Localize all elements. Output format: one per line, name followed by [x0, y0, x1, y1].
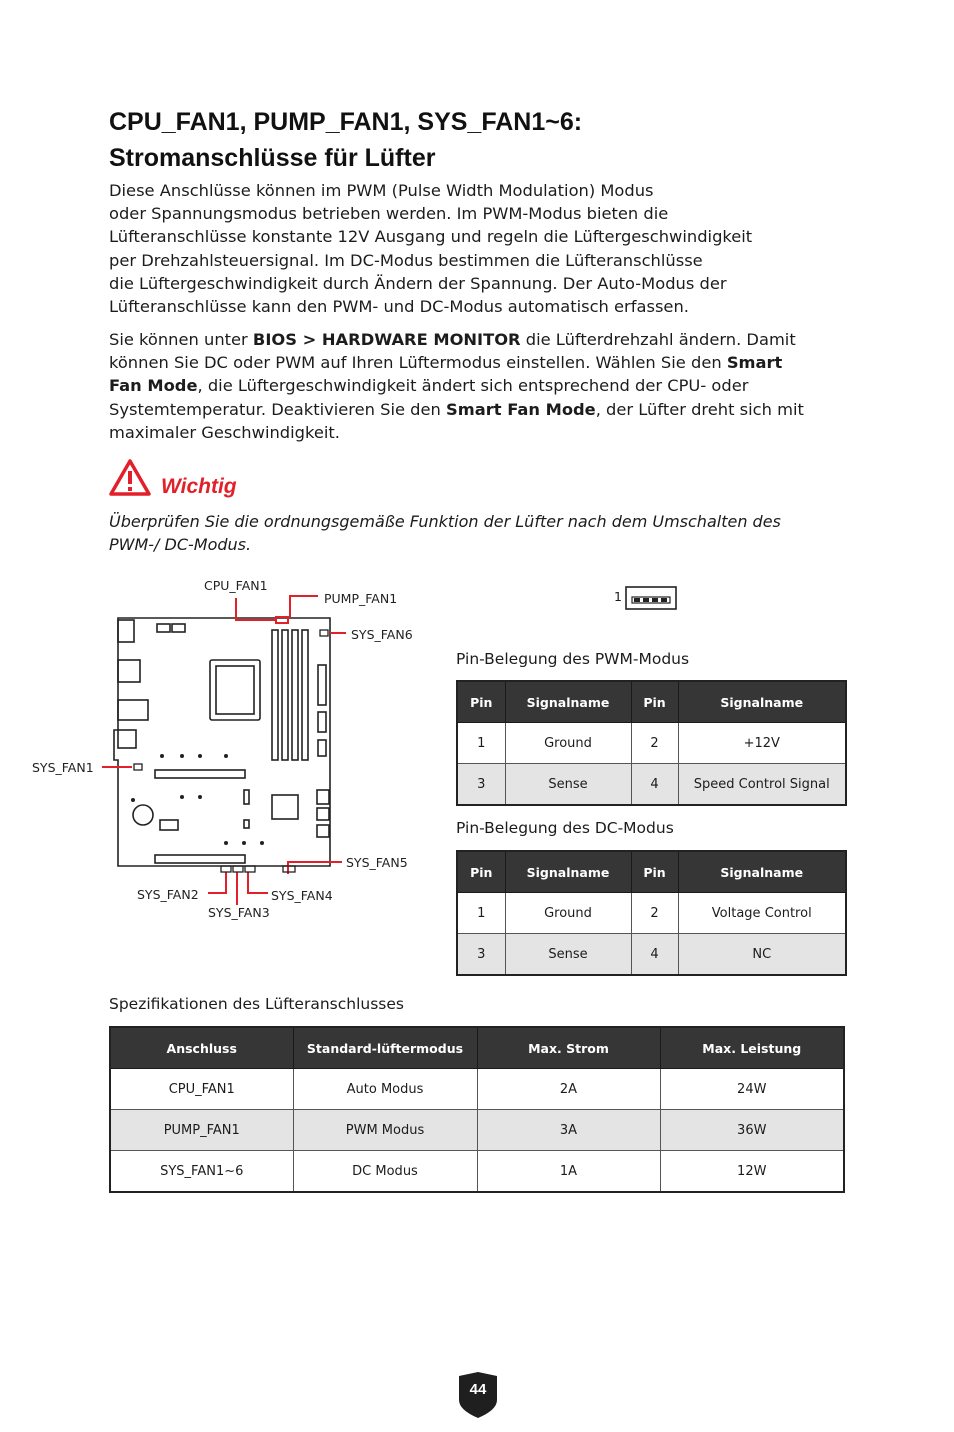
- table-cell: 24W: [660, 1069, 844, 1110]
- table-cell: Ground: [505, 893, 631, 934]
- table-cell: 12W: [660, 1151, 844, 1193]
- table-cell: 3: [457, 764, 505, 806]
- table-cell: 2: [631, 893, 678, 934]
- pwm-pin-table: [456, 680, 847, 806]
- table-cell: 4: [631, 934, 678, 976]
- table-cell: Sense: [505, 764, 631, 806]
- table-row: [110, 1110, 844, 1151]
- table-header: Signalname: [678, 681, 846, 723]
- table-header: Pin: [457, 851, 505, 893]
- dc-pin-table: [456, 850, 847, 976]
- table-header: Pin: [631, 681, 678, 723]
- table-cell: 1: [457, 893, 505, 934]
- warning-icon: [108, 458, 152, 498]
- table-row: [457, 764, 846, 806]
- dc-caption: Pin-Belegung des DC-Modus: [456, 819, 674, 837]
- table-cell: 36W: [660, 1110, 844, 1151]
- table-header: Pin: [457, 681, 505, 723]
- intro-line: Diese Anschlüsse können im PWM (Pulse Width Modulation) Modus: [109, 181, 654, 200]
- connector-pin1-label: 1: [614, 589, 622, 604]
- label-sys-fan1: SYS_FAN1: [32, 760, 94, 775]
- table-header: Signalname: [505, 681, 631, 723]
- table-cell: PUMP_FAN1: [110, 1110, 293, 1151]
- label-sys-fan2: SYS_FAN2: [137, 887, 199, 902]
- motherboard-diagram: [0, 560, 450, 940]
- table-cell: 2: [631, 723, 678, 764]
- table-cell: Auto Modus: [293, 1069, 477, 1110]
- intro-line: per Drehzahlsteuersignal. Im DC-Modus bestimmen die Lüfteranschlüsse: [109, 250, 703, 270]
- important-title: Wichtig: [161, 475, 237, 498]
- table-header: Pin: [631, 851, 678, 893]
- table-row: [110, 1151, 844, 1193]
- bios-line: Sie können unter BIOS > HARDWARE MONITOR die Lüfterdrehzahl ändern. Damit: [109, 330, 796, 349]
- bios-paragraph: [109, 328, 849, 444]
- label-sys-fan3: SYS_FAN3: [208, 905, 270, 920]
- fan-connector-icon: [612, 585, 682, 613]
- table-header: Signalname: [505, 851, 631, 893]
- table-cell: 2A: [477, 1069, 660, 1110]
- bios-line: maximaler Geschwindigkeit.: [109, 422, 340, 442]
- table-header-row: [457, 681, 846, 723]
- bios-path: BIOS > HARDWARE MONITOR: [252, 330, 521, 349]
- pwm-caption: Pin-Belegung des PWM-Modus: [456, 650, 690, 668]
- table-cell: SYS_FAN1~6: [110, 1151, 293, 1193]
- page-title: [109, 104, 869, 176]
- title-line-1: CPU_FAN1, PUMP_FAN1, SYS_FAN1~6:: [109, 108, 583, 136]
- intro-paragraph: [109, 179, 849, 318]
- bios-line: können Sie DC oder PWM auf Ihren Lüftermodus einstellen. Wählen Sie den Smart: [109, 353, 783, 373]
- table-cell: Speed Control Signal: [678, 764, 846, 806]
- label-cpu-fan1: CPU_FAN1: [204, 578, 268, 593]
- spec-table: [109, 1026, 845, 1193]
- table-cell: 1A: [477, 1151, 660, 1193]
- bios-line: Systemtemperatur. Deaktivieren Sie den Smart Fan Mode, der Lüfter dreht sich mit: [109, 399, 804, 419]
- label-sys-fan5: SYS_FAN5: [346, 855, 408, 870]
- table-header: Max. Leistung: [660, 1027, 844, 1069]
- table-header: Signalname: [678, 851, 846, 893]
- label-sys-fan6: SYS_FAN6: [351, 627, 413, 642]
- intro-line: oder Spannungsmodus betrieben werden. Im PWM-Modus bieten die: [109, 204, 669, 224]
- table-cell: 4: [631, 764, 678, 806]
- title-line-2: Stromanschlüsse für Lüfter: [109, 144, 436, 172]
- intro-line: Lüfteranschlüsse konstante 12V Ausgang und regeln die Lüftergeschwindigkeit: [109, 227, 753, 247]
- table-row: [457, 893, 846, 934]
- table-header: Anschluss: [110, 1027, 293, 1069]
- spec-caption: Spezifikationen des Lüfteranschlusses: [109, 995, 404, 1013]
- table-cell: CPU_FAN1: [110, 1069, 293, 1110]
- table-row: [457, 934, 846, 976]
- intro-line: Lüfteranschlüsse kann den PWM- und DC-Modus automatisch erfassen.: [109, 297, 689, 317]
- table-header: Max. Strom: [477, 1027, 660, 1069]
- page-number: 44: [469, 1381, 487, 1398]
- intro-line: die Lüftergeschwindigkeit durch Ändern der Spannung. Der Auto-Modus der: [109, 273, 727, 293]
- table-row: [457, 723, 846, 764]
- table-header-row: [457, 851, 846, 893]
- table-cell: 3A: [477, 1110, 660, 1151]
- table-cell: Voltage Control: [678, 893, 846, 934]
- label-pump-fan1: PUMP_FAN1: [324, 591, 398, 606]
- table-row: [110, 1069, 844, 1110]
- table-cell: NC: [678, 934, 846, 976]
- table-cell: +12V: [678, 723, 846, 764]
- table-cell: 1: [457, 723, 505, 764]
- table-header: Standard-lüftermodus: [293, 1027, 477, 1069]
- important-text: Überprüfen Sie die ordnungsgemäße Funktion der Lüfter nach dem Umschalten des PWM-/ DC-Modus.: [109, 512, 781, 554]
- label-sys-fan4: SYS_FAN4: [271, 888, 333, 903]
- table-cell: Sense: [505, 934, 631, 976]
- table-header-row: [110, 1027, 844, 1069]
- table-cell: DC Modus: [293, 1151, 477, 1193]
- table-cell: Ground: [505, 723, 631, 764]
- table-cell: PWM Modus: [293, 1110, 477, 1151]
- table-cell: 3: [457, 934, 505, 976]
- bios-line: Fan Mode, die Lüftergeschwindigkeit ändert sich entsprechend der CPU- oder: [109, 376, 749, 396]
